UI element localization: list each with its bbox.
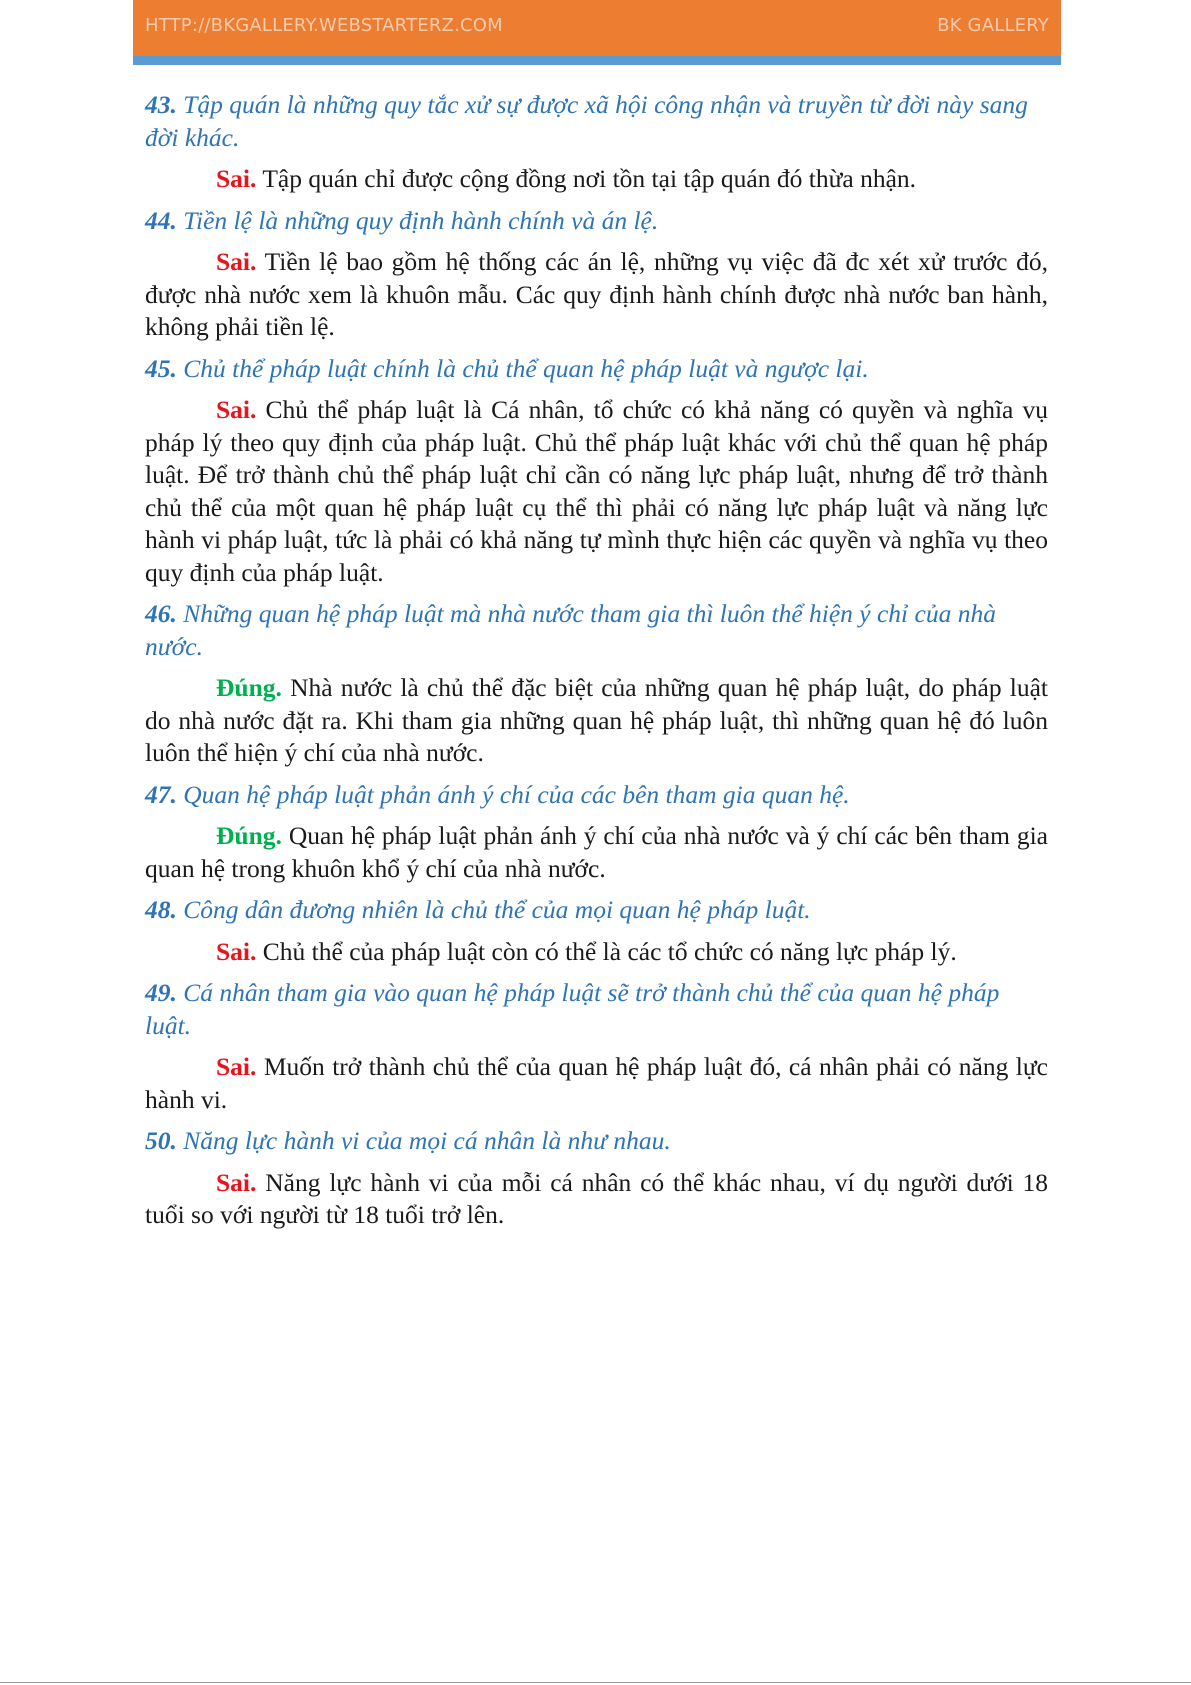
question-number: 48. (145, 895, 177, 924)
question-number: 45. (145, 353, 177, 383)
header-accent-stripe (133, 56, 1061, 65)
question-49 (145, 977, 1048, 1042)
answer-47 (145, 820, 1048, 885)
question-text: Cá nhân tham gia vào quan hệ pháp luật sẽ trở thành chủ thể của quan hệ pháp luật. (145, 978, 1000, 1040)
question-48 (145, 894, 1048, 927)
answer-44 (145, 246, 1048, 344)
verdict-false: Sai. (216, 1052, 257, 1081)
question-number: 44. (145, 205, 177, 235)
answer-text: Chủ thể của pháp luật còn có thể là các tổ chức có năng lực pháp lý. (262, 936, 957, 966)
header-url[interactable]: HTTP://BKGALLERY.WEBSTARTERZ.COM (145, 15, 503, 36)
answer-text: Năng lực hành vi của mỗi cá nhân có thể khác nhau, ví dụ người dưới 18 tuổi so với người từ 18 tuổi trở lên. (145, 1167, 1048, 1229)
question-text: Tập quán là những quy tắc xử sự được xã hội công nhận và truyền từ đời này sang đời khác. (145, 90, 1028, 152)
answer-49 (145, 1051, 1048, 1116)
footer-divider (0, 1682, 1191, 1683)
verdict-false: Sai. (216, 247, 257, 276)
answer-48 (145, 936, 1048, 969)
question-text: Công dân đương nhiên là chủ thể của mọi quan hệ pháp luật. (183, 895, 811, 924)
header-brand: BK GALLERY (937, 15, 1049, 36)
question-text: Những quan hệ pháp luật mà nhà nước tham gia thì luôn thể hiện ý chỉ của nhà nước. (145, 599, 996, 661)
page-header-bar (133, 0, 1061, 56)
question-text: Năng lực hành vi của mọi cá nhân là như nhau. (183, 1126, 671, 1155)
question-45 (145, 353, 1048, 386)
verdict-false: Sai. (216, 395, 257, 424)
answer-text: Muốn trở thành chủ thể của quan hệ pháp luật đó, cá nhân phải có năng lực hành vi. (145, 1052, 1049, 1114)
answer-text: Nhà nước là chủ thể đặc biệt của những quan hệ pháp luật, do pháp luật do nhà nước đặt ra. Khi tham gia những quan hệ pháp luật, thì những quan hệ đó luôn luôn thể hiện ý chí của nhà nước. (145, 673, 1049, 767)
question-number: 43. (145, 90, 177, 119)
question-number: 47. (145, 779, 177, 809)
question-text: Tiền lệ là những quy định hành chính và án lệ. (183, 205, 659, 235)
answer-45 (145, 394, 1048, 589)
question-50 (145, 1125, 1048, 1158)
question-number: 49. (145, 978, 177, 1007)
verdict-false: Sai. (216, 936, 257, 966)
verdict-false: Sai. (216, 1167, 257, 1197)
answer-text: Tiền lệ bao gồm hệ thống các án lệ, những vụ việc đã đc xét xử trước đó, được nhà nước xem là khuôn mẫu. Các quy định hành chính được nhà nước ban hành, không phải tiền lệ. (145, 247, 1048, 341)
answer-50 (145, 1167, 1048, 1232)
answer-text: Quan hệ pháp luật phản ánh ý chí của nhà nước và ý chí các bên tham gia quan hệ trong khuôn khổ ý chí của nhà nước. (145, 821, 1049, 883)
verdict-true: Đúng. (216, 821, 282, 850)
answer-46 (145, 672, 1048, 770)
answer-43 (145, 163, 1048, 196)
answer-text: Chủ thể pháp luật là Cá nhân, tổ chức có khả năng có quyền và nghĩa vụ pháp lý theo quy định của pháp luật. Chủ thể pháp luật khác với chủ thể quan hệ pháp luật. Để trở thành chủ thể pháp luật chỉ cần có năng lực pháp luật, nhưng để trở thành chủ thể của một quan hệ pháp luật cụ thể thì phải có năng lực pháp luật và năng lực hành vi pháp luật, tức là phải có khả năng tự mình thực hiện các quyền và nghĩa vụ theo quy định của pháp luật. (145, 395, 1048, 587)
verdict-false: Sai. (216, 164, 257, 193)
question-text: Chủ thể pháp luật chính là chủ thể quan hệ pháp luật và ngược lại. (183, 353, 869, 383)
question-text: Quan hệ pháp luật phản ánh ý chí của các bên tham gia quan hệ. (183, 779, 850, 809)
question-47 (145, 779, 1048, 812)
answer-text: Tập quán chỉ được cộng đồng nơi tồn tại tập quán đó thừa nhận. (262, 164, 917, 193)
verdict-true: Đúng. (216, 673, 282, 702)
question-43 (145, 89, 1048, 154)
question-44 (145, 205, 1048, 238)
question-46 (145, 598, 1048, 663)
qa-content (145, 89, 1048, 1241)
question-number: 50. (145, 1126, 177, 1155)
question-number: 46. (145, 599, 177, 628)
